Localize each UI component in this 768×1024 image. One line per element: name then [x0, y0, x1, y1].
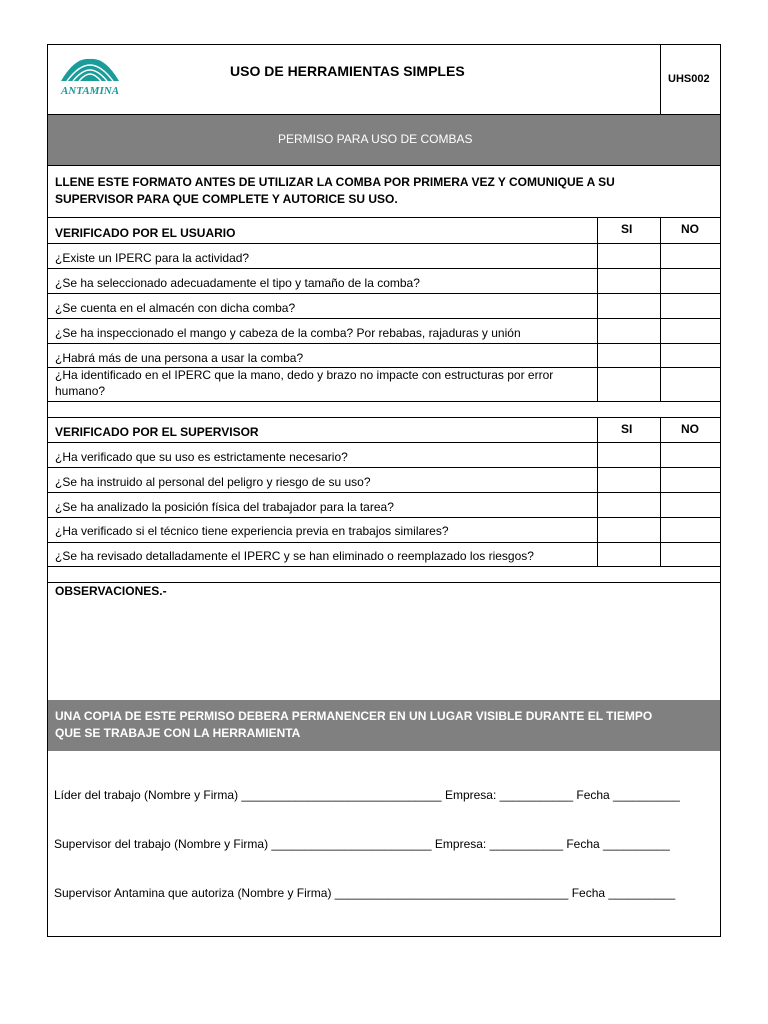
form-title: USO DE HERRAMIENTAS SIMPLES	[230, 63, 465, 79]
user-q4-no-checkbox[interactable]	[661, 319, 721, 343]
user-q5-no-checkbox[interactable]	[661, 344, 721, 367]
supervisor-question-1: ¿Ha verificado que su uso es estrictamente necesario?	[55, 450, 348, 464]
user-question-1: ¿Existe un IPERC para la actividad?	[55, 251, 250, 265]
user-q2-si-checkbox[interactable]	[598, 269, 660, 293]
user-q6-si-checkbox[interactable]	[598, 368, 660, 401]
sup-q4-no-checkbox[interactable]	[661, 518, 721, 542]
sup-q1-si-checkbox[interactable]	[598, 443, 660, 467]
signature-line-leader[interactable]: Líder del trabajo (Nombre y Firma) ______________________________ Empresa: ___________ Fecha __________	[54, 788, 680, 802]
sup-q3-si-checkbox[interactable]	[598, 493, 660, 517]
user-question-4: ¿Se ha inspeccionado el mango y cabeza de la comba? Por rebabas, rajaduras y unión	[55, 326, 521, 340]
logo	[57, 51, 123, 97]
form-code: UHS002	[668, 73, 710, 85]
observations-label: OBSERVACIONES.-	[55, 584, 167, 598]
supervisor-question-4: ¿Ha verificado si el técnico tiene experiencia previa en trabajos similares?	[55, 524, 449, 538]
user-q2-no-checkbox[interactable]	[661, 269, 721, 293]
user-section-heading: VERIFICADO POR EL USUARIO	[55, 226, 236, 240]
supervisor-section-heading: VERIFICADO POR EL SUPERVISOR	[55, 425, 259, 439]
user-question-3: ¿Se cuenta en el almacén con dicha comba?	[55, 301, 296, 315]
banner-text: PERMISO PARA USO DE COMBAS	[278, 132, 473, 146]
user-q1-no-checkbox[interactable]	[661, 244, 721, 268]
supervisor-question-3: ¿Se ha analizado la posición física del trabajador para la tarea?	[55, 500, 394, 514]
sup-q3-no-checkbox[interactable]	[661, 493, 721, 517]
sup-q4-si-checkbox[interactable]	[598, 518, 660, 542]
supervisor-question-5: ¿Se ha revisado detalladamente el IPERC y se han eliminado o reemplazado los riesgos?	[55, 549, 534, 563]
permit-form	[47, 44, 721, 937]
sup-q5-no-checkbox[interactable]	[661, 543, 721, 566]
user-question-6: ¿Ha identificado en el IPERC que la mano, dedo y brazo no impacte con estructuras por error	[55, 368, 554, 382]
signature-line-antamina-supervisor[interactable]: Supervisor Antamina que autoriza (Nombre y Firma) ___________________________________ Fecha __________	[54, 886, 676, 900]
logo-text: ANTAMINA	[60, 85, 120, 97]
user-q4-si-checkbox[interactable]	[598, 319, 660, 343]
user-q6-no-checkbox[interactable]	[661, 368, 721, 401]
user-q3-si-checkbox[interactable]	[598, 294, 660, 318]
sup-q2-no-checkbox[interactable]	[661, 468, 721, 492]
supervisor-si-header: SI	[621, 422, 633, 436]
user-q5-si-checkbox[interactable]	[598, 344, 660, 367]
user-si-header: SI	[621, 222, 633, 236]
user-q1-si-checkbox[interactable]	[598, 244, 660, 268]
notice-line-2: QUE SE TRABAJE CON LA HERRAMIENTA	[55, 726, 301, 740]
instructions-line-2: SUPERVISOR PARA QUE COMPLETE Y AUTORICE SU USO.	[55, 192, 398, 206]
notice-line-1: UNA COPIA DE ESTE PERMISO DEBERA PERMANENCER EN UN LUGAR VISIBLE DURANTE EL TIEMPO	[55, 709, 653, 723]
signature-line-supervisor[interactable]: Supervisor del trabajo (Nombre y Firma) ________________________ Empresa: ___________ Fecha __________	[54, 837, 670, 851]
user-no-header: NO	[681, 222, 699, 236]
sup-q2-si-checkbox[interactable]	[598, 468, 660, 492]
instructions-line-1: LLENE ESTE FORMATO ANTES DE UTILIZAR LA COMBA POR PRIMERA VEZ Y COMUNIQUE A SU	[55, 175, 615, 189]
observations-field[interactable]	[48, 601, 720, 699]
user-q3-no-checkbox[interactable]	[661, 294, 721, 318]
sup-q5-si-checkbox[interactable]	[598, 543, 660, 566]
supervisor-question-2: ¿Se ha instruido al personal del peligro y riesgo de su uso?	[55, 475, 371, 489]
user-question-2: ¿Se ha seleccionado adecuadamente el tipo y tamaño de la comba?	[55, 276, 420, 290]
sup-q1-no-checkbox[interactable]	[661, 443, 721, 467]
supervisor-no-header: NO	[681, 422, 699, 436]
user-question-5: ¿Habrá más de una persona a usar la comba?	[55, 351, 304, 365]
user-question-6-cont: humano?	[55, 384, 106, 398]
antamina-logo-icon	[57, 51, 123, 97]
